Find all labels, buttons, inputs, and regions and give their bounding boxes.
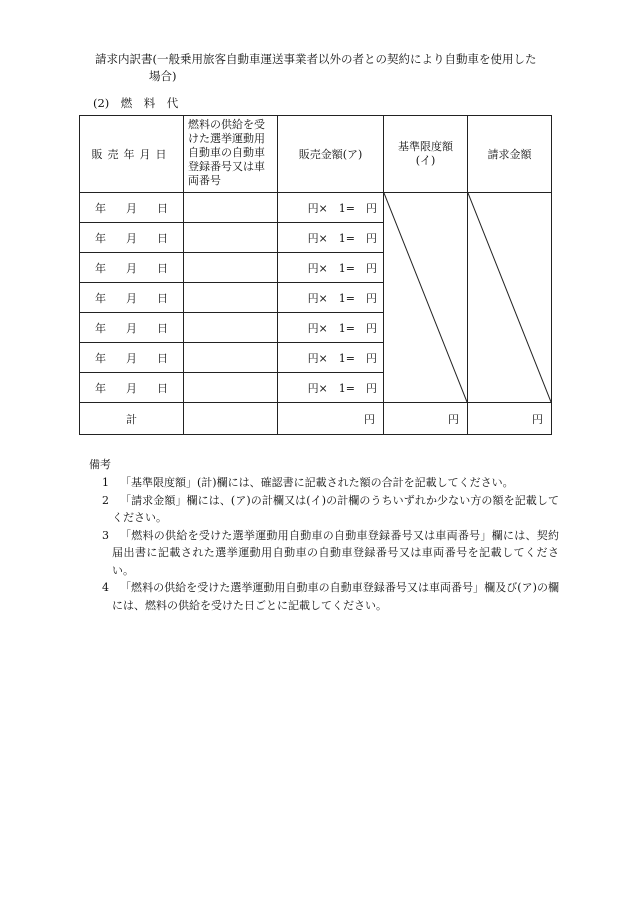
amount-cell[interactable]: 円× 1= 円: [278, 343, 384, 373]
amount-cell[interactable]: 円× 1= 円: [278, 313, 384, 343]
claim-diagonal-cell: [468, 193, 552, 403]
total-amount-cell[interactable]: 円: [278, 403, 384, 435]
year-label: 年: [95, 381, 106, 395]
vehicle-number-cell[interactable]: [184, 373, 278, 403]
day-label: 日: [157, 231, 168, 245]
month-label: 月: [126, 261, 137, 275]
date-cell[interactable]: [80, 283, 184, 313]
month-label: 月: [126, 321, 137, 335]
total-row: [80, 403, 552, 435]
note-number: 2: [102, 493, 109, 507]
month-label: 月: [126, 231, 137, 245]
day-label: 日: [157, 351, 168, 365]
month-label: 月: [126, 201, 137, 215]
section-heading: (2) 燃 料 代: [93, 96, 179, 110]
note-number: 3: [102, 528, 109, 542]
note-text: 「燃料の供給を受けた選挙運動用自動車の自動車登録番号又は車両番号」欄及び(ア)の欄には、燃料の供給を受けた日ごとに記載してください。: [112, 581, 559, 612]
document-title: [95, 51, 565, 85]
date-cell[interactable]: [80, 373, 184, 403]
amount-cell[interactable]: 円× 1= 円: [278, 373, 384, 403]
date-cell[interactable]: [80, 223, 184, 253]
header-limit-line2: (イ): [415, 154, 436, 167]
note-item: [89, 474, 559, 492]
vehicle-number-cell[interactable]: [184, 193, 278, 223]
year-label: 年: [95, 231, 106, 245]
header-claim-amount: 請求金額: [468, 116, 552, 193]
year-label: 年: [95, 261, 106, 275]
diagonal-line: [384, 193, 467, 402]
year-label: 年: [95, 321, 106, 335]
day-label: 日: [157, 261, 168, 275]
total-claim-cell[interactable]: 円: [468, 403, 552, 435]
day-label: 日: [157, 381, 168, 395]
date-cell[interactable]: [80, 193, 184, 223]
header-limit-amount: [384, 116, 468, 193]
limit-diagonal-cell: [384, 193, 468, 403]
month-label: 月: [126, 381, 137, 395]
amount-cell[interactable]: 円× 1= 円: [278, 193, 384, 223]
note-item: [89, 579, 559, 614]
header-sale-amount: 販売金額(ア): [278, 116, 384, 193]
year-label: 年: [95, 351, 106, 365]
vehicle-number-cell[interactable]: [184, 283, 278, 313]
table-row: [80, 193, 552, 223]
header-limit-line1: 基準限度額: [398, 140, 453, 153]
note-text: 「請求金額」欄には、(ア)の計欄又は(イ)の計欄のうちいずれか少ない方の額を記載してください。: [112, 493, 559, 524]
total-limit-cell[interactable]: 円: [384, 403, 468, 435]
header-sale-date: 販売年月日: [80, 116, 184, 193]
day-label: 日: [157, 291, 168, 305]
notes-section: [89, 456, 559, 614]
header-vehicle-number: 燃料の供給を受けた選挙運動用自動車の自動車登録番号又は車両番号: [184, 116, 278, 193]
title-line-2: 場合): [149, 69, 177, 83]
notes-title: 備考: [89, 458, 111, 471]
total-vehicle-cell: [184, 403, 278, 435]
total-label: 計: [80, 403, 184, 435]
note-number: 4: [102, 581, 109, 594]
note-item: [89, 527, 559, 580]
month-label: 月: [126, 291, 137, 305]
vehicle-number-cell[interactable]: [184, 253, 278, 283]
year-label: 年: [95, 201, 106, 215]
day-label: 日: [157, 321, 168, 335]
vehicle-number-cell[interactable]: [184, 343, 278, 373]
note-number: 1: [102, 476, 109, 489]
vehicle-number-cell[interactable]: [184, 313, 278, 343]
amount-cell[interactable]: 円× 1= 円: [278, 223, 384, 253]
amount-cell[interactable]: 円× 1= 円: [278, 283, 384, 313]
month-label: 月: [126, 351, 137, 365]
amount-cell[interactable]: 円× 1= 円: [278, 253, 384, 283]
diagonal-line: [468, 193, 551, 402]
title-line-1: 請求内訳書(一般乗用旅客自動車運送事業者以外の者との契約により自動車を使用した: [95, 52, 537, 66]
vehicle-number-cell[interactable]: [184, 223, 278, 253]
date-cell[interactable]: [80, 253, 184, 283]
day-label: 日: [157, 201, 168, 215]
year-label: 年: [95, 291, 106, 305]
note-text: 「燃料の供給を受けた選挙運動用自動車の自動車登録番号又は車両番号」欄には、契約届出書に記載された選挙運動用自動車の自動車登録番号又は車両番号を記載してください。: [112, 528, 559, 577]
fuel-cost-table: [79, 115, 552, 435]
header-row: [80, 116, 552, 193]
date-cell[interactable]: [80, 313, 184, 343]
note-text: 「基準限度額」(計)欄には、確認書に記載された額の合計を記載してください。: [120, 476, 514, 489]
date-cell[interactable]: [80, 343, 184, 373]
note-item: [89, 492, 559, 527]
